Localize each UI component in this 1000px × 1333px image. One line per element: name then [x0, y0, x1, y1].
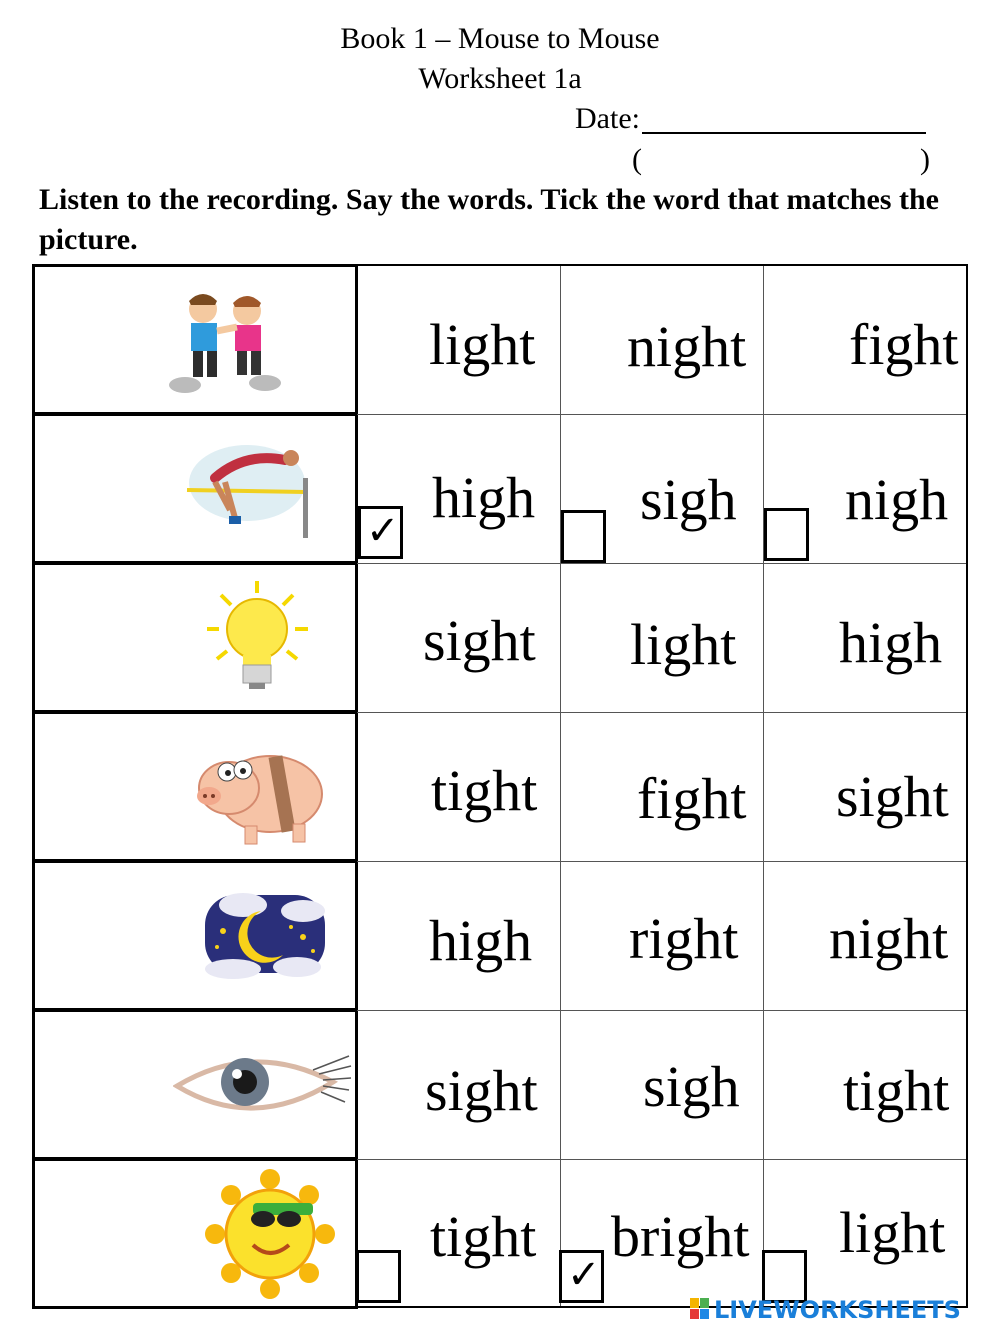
word-option[interactable]: tight	[430, 1204, 537, 1269]
picture-cell	[32, 413, 358, 564]
paren-close: )	[920, 143, 930, 176]
eye-icon	[173, 1046, 353, 1126]
word-option[interactable]: tight	[431, 758, 538, 823]
worksheet-subtitle: Worksheet 1a	[418, 62, 582, 95]
tick-box[interactable]	[358, 506, 403, 559]
word-option[interactable]: light	[839, 1200, 946, 1265]
instructions: Listen to the recording. Say the words. Tick the word that matches the picture.	[39, 183, 939, 256]
high-jumper-icon	[185, 438, 315, 543]
liveworksheets-logo-icon	[690, 1298, 710, 1320]
word-option[interactable]: tight	[843, 1058, 950, 1123]
checkmark-icon: ✓	[567, 1252, 601, 1298]
date-field	[575, 104, 926, 134]
word-option[interactable]: light	[630, 612, 737, 677]
paren-open: (	[632, 143, 642, 176]
checkmark-icon: ✓	[366, 508, 400, 554]
picture-cell	[32, 264, 358, 415]
word-option[interactable]: sight	[836, 764, 949, 829]
picture-column	[32, 264, 356, 1308]
word-option[interactable]: high	[429, 908, 533, 973]
word-option[interactable]: high	[839, 610, 943, 675]
picture-cell	[32, 1009, 358, 1160]
word-option[interactable]: fight	[849, 312, 959, 377]
moon-night-icon	[203, 887, 328, 982]
word-option[interactable]: night	[627, 314, 747, 379]
picture-cell	[32, 711, 358, 862]
word-option[interactable]: nigh	[845, 467, 949, 532]
word-option[interactable]: fight	[637, 766, 747, 831]
worksheet-title: Book 1 – Mouse to Mouse	[340, 22, 660, 55]
word-option[interactable]: sigh	[640, 467, 737, 532]
picture-cell	[32, 562, 358, 713]
bright-sun-icon	[205, 1169, 335, 1299]
tick-box[interactable]	[356, 1250, 401, 1303]
word-option[interactable]: light	[429, 312, 536, 377]
word-option[interactable]: right	[629, 906, 739, 971]
word-option[interactable]: sight	[423, 608, 536, 673]
word-option[interactable]: sight	[425, 1058, 538, 1123]
tick-box[interactable]	[764, 508, 809, 561]
tight-pig-icon	[185, 726, 330, 851]
date-blank-line[interactable]	[642, 106, 926, 134]
word-option[interactable]: sigh	[643, 1054, 740, 1119]
word-option[interactable]: high	[432, 465, 536, 530]
picture-cell	[32, 860, 358, 1011]
light-bulb-icon	[205, 579, 310, 699]
date-label: Date:	[575, 102, 640, 135]
watermark: LIVEWORKSHEETS	[714, 1296, 961, 1324]
word-option[interactable]: night	[829, 906, 949, 971]
word-grid	[355, 264, 968, 1308]
picture-cell	[32, 1158, 358, 1309]
tick-box[interactable]	[561, 510, 606, 563]
fighting-boys-icon	[165, 287, 285, 397]
word-option[interactable]: bright	[611, 1204, 750, 1269]
tick-box[interactable]	[559, 1250, 604, 1303]
